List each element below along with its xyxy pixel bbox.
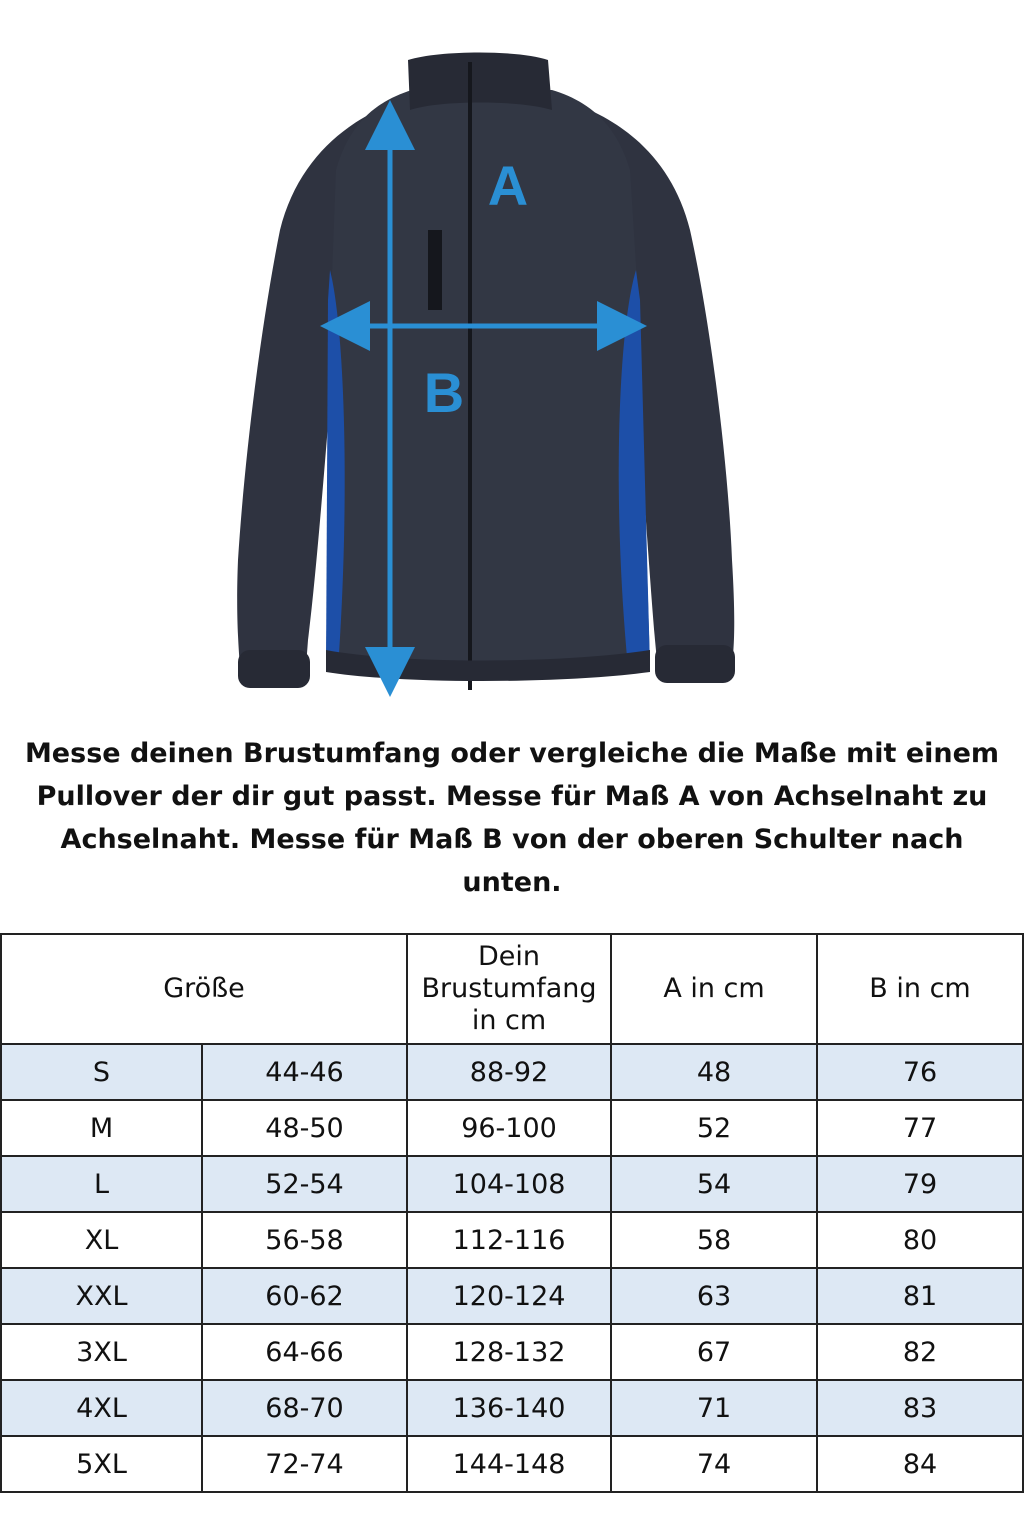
chest-cm-cell: 120-124 [407,1268,611,1324]
size-label-cell: 5XL [1,1436,202,1492]
chest-cm-cell: 144-148 [407,1436,611,1492]
b-cm-cell: 79 [817,1156,1023,1212]
b-cm-cell: 82 [817,1324,1023,1380]
chest-pocket-zipper [428,230,442,310]
a-cm-cell: 54 [611,1156,817,1212]
a-cm-cell: 48 [611,1044,817,1100]
eu-size-cell: 60-62 [202,1268,407,1324]
chest-cm-cell: 88-92 [407,1044,611,1100]
table-row [1,1268,1023,1324]
eu-size-cell: 64-66 [202,1324,407,1380]
size-label-cell: XXL [1,1268,202,1324]
measurement-instructions: Messe deinen Brustumfang oder vergleiche die Maße mit einem Pullover der dir gut passt. Messe für Maß A von Achselnaht zu Achselnaht. Messe für Maß B von der oberen Schulter nach unten. [24,738,1000,898]
eu-size-cell: 52-54 [202,1156,407,1212]
a-cm-cell: 63 [611,1268,817,1324]
table-row [1,1156,1023,1212]
table-row [1,1044,1023,1100]
label-a: A [487,154,529,217]
table-row [1,1212,1023,1268]
size-label-cell: XL [1,1212,202,1268]
header-chest-line2: Brustumfang [421,973,597,1004]
left-cuff [238,650,310,688]
table-header-row [1,934,1023,1044]
eu-size-cell: 56-58 [202,1212,407,1268]
header-size: Größe [1,934,407,1044]
a-cm-cell: 58 [611,1212,817,1268]
size-label-cell: S [1,1044,202,1100]
table-row [1,1436,1023,1492]
jacket-collar [408,53,552,111]
a-cm-cell: 74 [611,1436,817,1492]
b-cm-cell: 77 [817,1100,1023,1156]
table-row [1,1380,1023,1436]
eu-size-cell: 68-70 [202,1380,407,1436]
size-label-cell: M [1,1100,202,1156]
size-label-cell: 3XL [1,1324,202,1380]
b-cm-cell: 84 [817,1436,1023,1492]
chest-cm-cell: 104-108 [407,1156,611,1212]
header-b: B in cm [817,934,1023,1044]
header-a: A in cm [611,934,817,1044]
chest-cm-cell: 128-132 [407,1324,611,1380]
table-row [1,1100,1023,1156]
size-label-cell: 4XL [1,1380,202,1436]
table-row [1,1324,1023,1380]
eu-size-cell: 44-46 [202,1044,407,1100]
chest-cm-cell: 136-140 [407,1380,611,1436]
header-chest-line1: Dein [478,941,541,972]
header-chest [407,934,611,1044]
b-cm-cell: 80 [817,1212,1023,1268]
b-cm-cell: 81 [817,1268,1023,1324]
chest-cm-cell: 96-100 [407,1100,611,1156]
right-cuff [655,645,735,683]
a-cm-cell: 71 [611,1380,817,1436]
a-cm-cell: 67 [611,1324,817,1380]
size-table [0,933,1024,1493]
a-cm-cell: 52 [611,1100,817,1156]
jacket-illustration [237,53,735,691]
chest-cm-cell: 112-116 [407,1212,611,1268]
label-b: B [423,361,465,424]
jacket-figure [0,0,1024,720]
eu-size-cell: 72-74 [202,1436,407,1492]
eu-size-cell: 48-50 [202,1100,407,1156]
b-cm-cell: 83 [817,1380,1023,1436]
size-label-cell: L [1,1156,202,1212]
header-chest-line3: in cm [471,1005,547,1036]
b-cm-cell: 76 [817,1044,1023,1100]
